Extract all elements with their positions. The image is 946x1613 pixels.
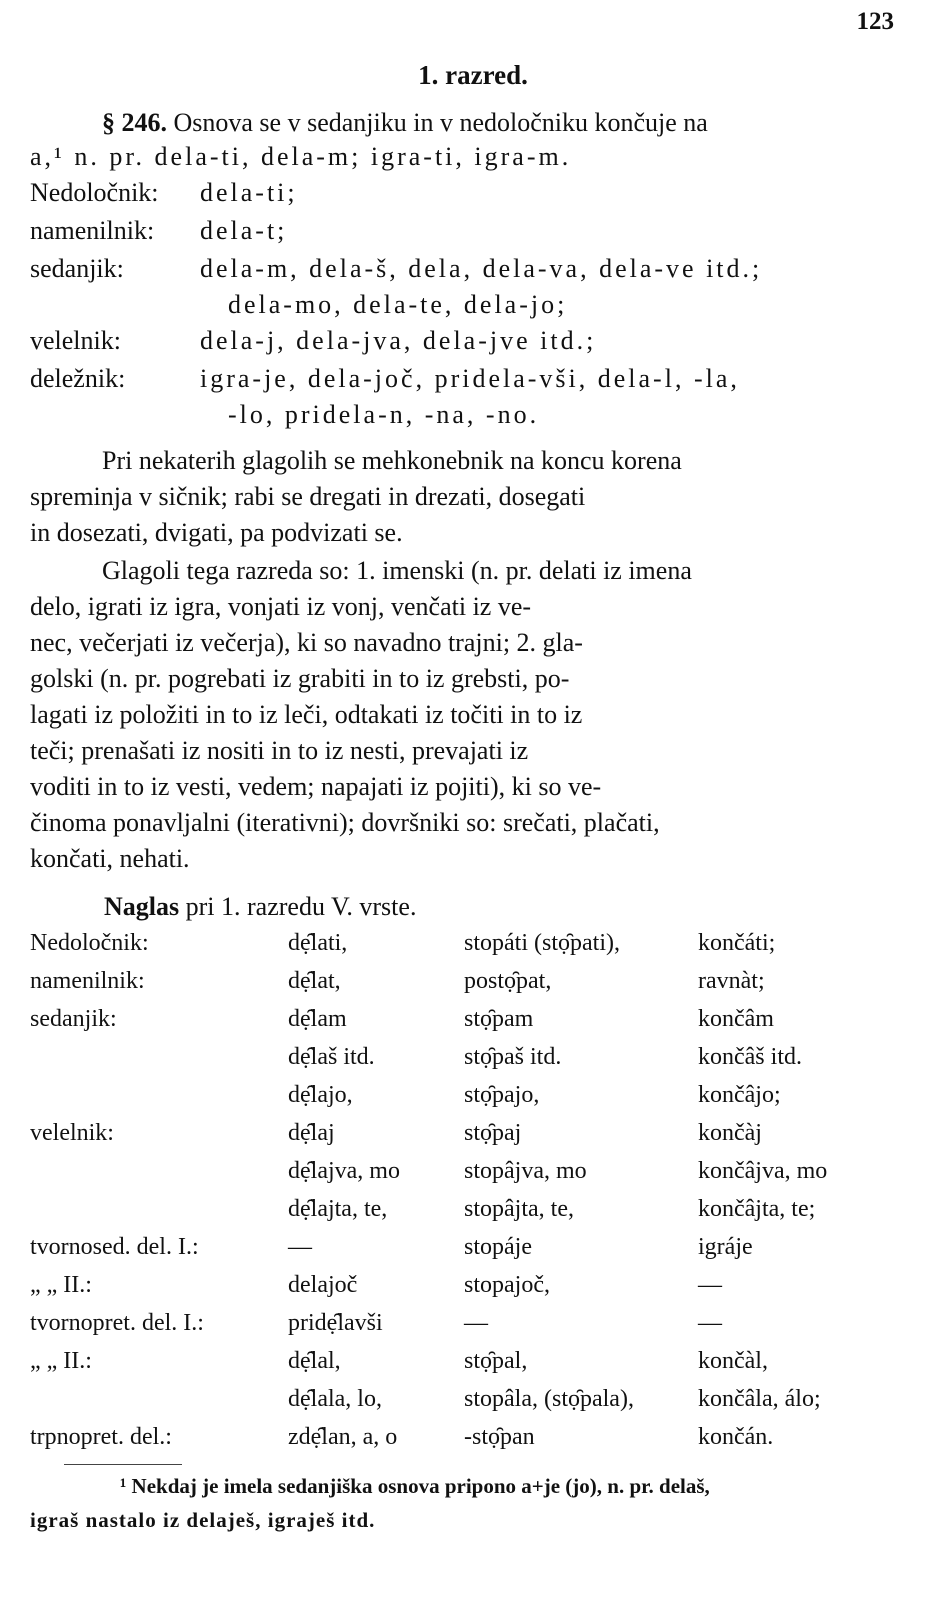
accent-form-koncati: ravnàt; <box>698 968 765 994</box>
accent-row-label: trpnopret. del.: <box>30 1424 172 1450</box>
accent-form-koncati: končáti; <box>698 930 776 956</box>
paragraph2-line: činoma ponavljalni (iterativni); dovršniki so: srečati, plačati, <box>30 808 660 837</box>
accent-form-delati: — <box>288 1234 312 1260</box>
accent-form-stopati: — <box>464 1310 488 1336</box>
accent-form-koncati: — <box>698 1310 722 1336</box>
form-label: velelnik: <box>30 326 121 355</box>
accent-form-koncati: končàl, <box>698 1348 768 1374</box>
accent-form-delati: dẹ̑lajo, <box>288 1082 353 1108</box>
form-row <box>30 178 298 208</box>
accent-row-label: namenilnik: <box>30 968 145 994</box>
accent-form-delati: dẹ̑lajta, te, <box>288 1196 388 1222</box>
accent-row-label: Nedoločnik: <box>30 930 149 956</box>
paragraph1-line: in dosezati, dvigati, pa podvizati se. <box>30 518 403 547</box>
section-heading: 1. razred. <box>418 60 528 90</box>
accent-form-stopati: -stọ̑pan <box>464 1424 535 1450</box>
paragraph2-line: golski (n. pr. pogrebati iz grabiti in to iz grebsti, po- <box>30 664 570 693</box>
form-row <box>30 216 287 246</box>
accent-heading <box>104 892 416 922</box>
accent-form-delati: dẹ̑lat, <box>288 968 341 994</box>
accent-heading-bold: Naglas <box>104 892 180 921</box>
accent-form-stopati: stọ̑pal, <box>464 1348 528 1374</box>
accent-form-delati: delajoč <box>288 1272 358 1298</box>
accent-form-stopati: stopâjta, te, <box>464 1196 574 1222</box>
accent-form-koncati: končán. <box>698 1424 774 1450</box>
accent-form-koncati: končâjo; <box>698 1082 781 1108</box>
section-intro-text: Osnova se v sedanjiku in v nedoločniku končuje na <box>167 108 708 137</box>
form-row <box>30 364 740 394</box>
accent-form-koncati: — <box>698 1272 722 1298</box>
form-row <box>30 254 762 284</box>
accent-form-delati: zdẹ̑lan, a, o <box>288 1424 398 1450</box>
footnote-line-2: igraš nastalo iz delaješ, igraješ itd. <box>30 1508 376 1532</box>
accent-form-delati: dẹ̑lal, <box>288 1348 341 1374</box>
section-intro-line-2: a,¹ n. pr. dela-ti, dela-m; igra-ti, igra-m. <box>30 142 572 171</box>
accent-form-koncati: končâš itd. <box>698 1044 802 1070</box>
form-value: dela-j, dela-jva, dela-jve itd.; <box>200 326 597 355</box>
form-value: dela-ti; <box>200 178 298 207</box>
footnote-line-1: ¹ Nekdaj je imela sedanjiška osnova pripono a+je (jo), n. pr. delaš, <box>120 1474 710 1498</box>
form-value: -lo, pridela-n, -na, -no. <box>228 400 540 429</box>
page-number: 123 <box>856 8 894 35</box>
accent-form-koncati: končâjva, mo <box>698 1158 828 1184</box>
accent-form-stopati: stopajoč, <box>464 1272 550 1298</box>
paragraph1-line: Pri nekaterih glagolih se mehkonebnik na koncu korena <box>102 446 682 475</box>
accent-row-label: sedanjik: <box>30 1006 117 1032</box>
paragraph2-line: končati, nehati. <box>30 844 190 873</box>
accent-form-koncati: končâjta, te; <box>698 1196 816 1222</box>
accent-form-stopati: stopáti (stọ̑pati), <box>464 930 620 956</box>
paragraph2-line: lagati iz položiti in to iz leči, odtakati iz točiti in to iz <box>30 700 583 729</box>
form-value: dela-t; <box>200 216 288 245</box>
paragraph2-line: delo, igrati iz igra, vonjati iz vonj, venčati iz ve- <box>30 592 532 621</box>
paragraph1-line: spreminja v sičnik; rabi se dregati in drezati, dosegati <box>30 482 586 511</box>
footnote-divider <box>64 1464 182 1465</box>
accent-form-stopati: stopâjva, mo <box>464 1158 587 1184</box>
paragraph2-line: voditi in to iz vesti, vedem; napajati iz pojiti), ki so ve- <box>30 772 602 801</box>
form-row <box>30 290 567 320</box>
form-label: namenilnik: <box>30 216 155 245</box>
paragraph2-line: Glagoli tega razreda so: 1. imenski (n. pr. delati iz imena <box>102 556 692 585</box>
paragraph2-line: teči; prenašati iz nositi in to iz nesti, prevajati iz <box>30 736 529 765</box>
accent-row-label: velelnik: <box>30 1120 114 1146</box>
accent-form-stopati: stọ̑pajo, <box>464 1082 540 1108</box>
accent-form-koncati: končàj <box>698 1120 762 1146</box>
accent-form-stopati: stopâla, (stọ̑pala), <box>464 1386 634 1412</box>
accent-form-koncati: končâm <box>698 1006 774 1032</box>
accent-form-stopati: postọ̑pat, <box>464 968 552 994</box>
accent-form-delati: pridẹ̑lavši <box>288 1310 383 1336</box>
accent-form-delati: dẹ̑lala, lo, <box>288 1386 382 1412</box>
form-value: igra-je, dela-joč, pridela-vši, dela-l, -la, <box>200 364 740 393</box>
accent-form-stopati: stọ̑paš itd. <box>464 1044 562 1070</box>
accent-form-koncati: končâla, álo; <box>698 1386 821 1412</box>
accent-form-stopati: stopáje <box>464 1234 532 1260</box>
paragraph2-line: nec, večerjati iz večerja), ki so navadno trajni; 2. gla- <box>30 628 583 657</box>
form-label: Nedoločnik: <box>30 178 159 207</box>
form-row <box>30 326 596 356</box>
accent-heading-rest: pri 1. razredu V. vrste. <box>179 892 417 921</box>
accent-form-stopati: stọ̑pam <box>464 1006 534 1032</box>
accent-row-label: „ „ II.: <box>30 1272 92 1298</box>
accent-row-label: tvornopret. del. I.: <box>30 1310 204 1336</box>
accent-form-delati: dẹ̑laš itd. <box>288 1044 375 1070</box>
accent-form-delati: dẹ̑lam <box>288 1006 347 1032</box>
form-row <box>30 400 539 430</box>
accent-form-delati: dẹ̑laj <box>288 1120 335 1146</box>
accent-form-koncati: igráje <box>698 1234 753 1260</box>
accent-row-label: tvornosed. del. I.: <box>30 1234 199 1260</box>
accent-row-label: „ „ II.: <box>30 1348 92 1374</box>
accent-form-delati: dẹ̑lati, <box>288 930 348 956</box>
section-mark: § 246. <box>102 108 167 137</box>
form-value: dela-m, dela-š, dela, dela-va, dela-ve itd.; <box>200 254 763 283</box>
form-value: dela-mo, dela-te, dela-jo; <box>228 290 568 319</box>
accent-form-stopati: stọ̑paj <box>464 1120 522 1146</box>
section-intro-line-1 <box>30 108 708 138</box>
accent-form-delati: dẹ̑lajva, mo <box>288 1158 400 1184</box>
form-label: deležnik: <box>30 364 126 393</box>
form-label: sedanjik: <box>30 254 124 283</box>
